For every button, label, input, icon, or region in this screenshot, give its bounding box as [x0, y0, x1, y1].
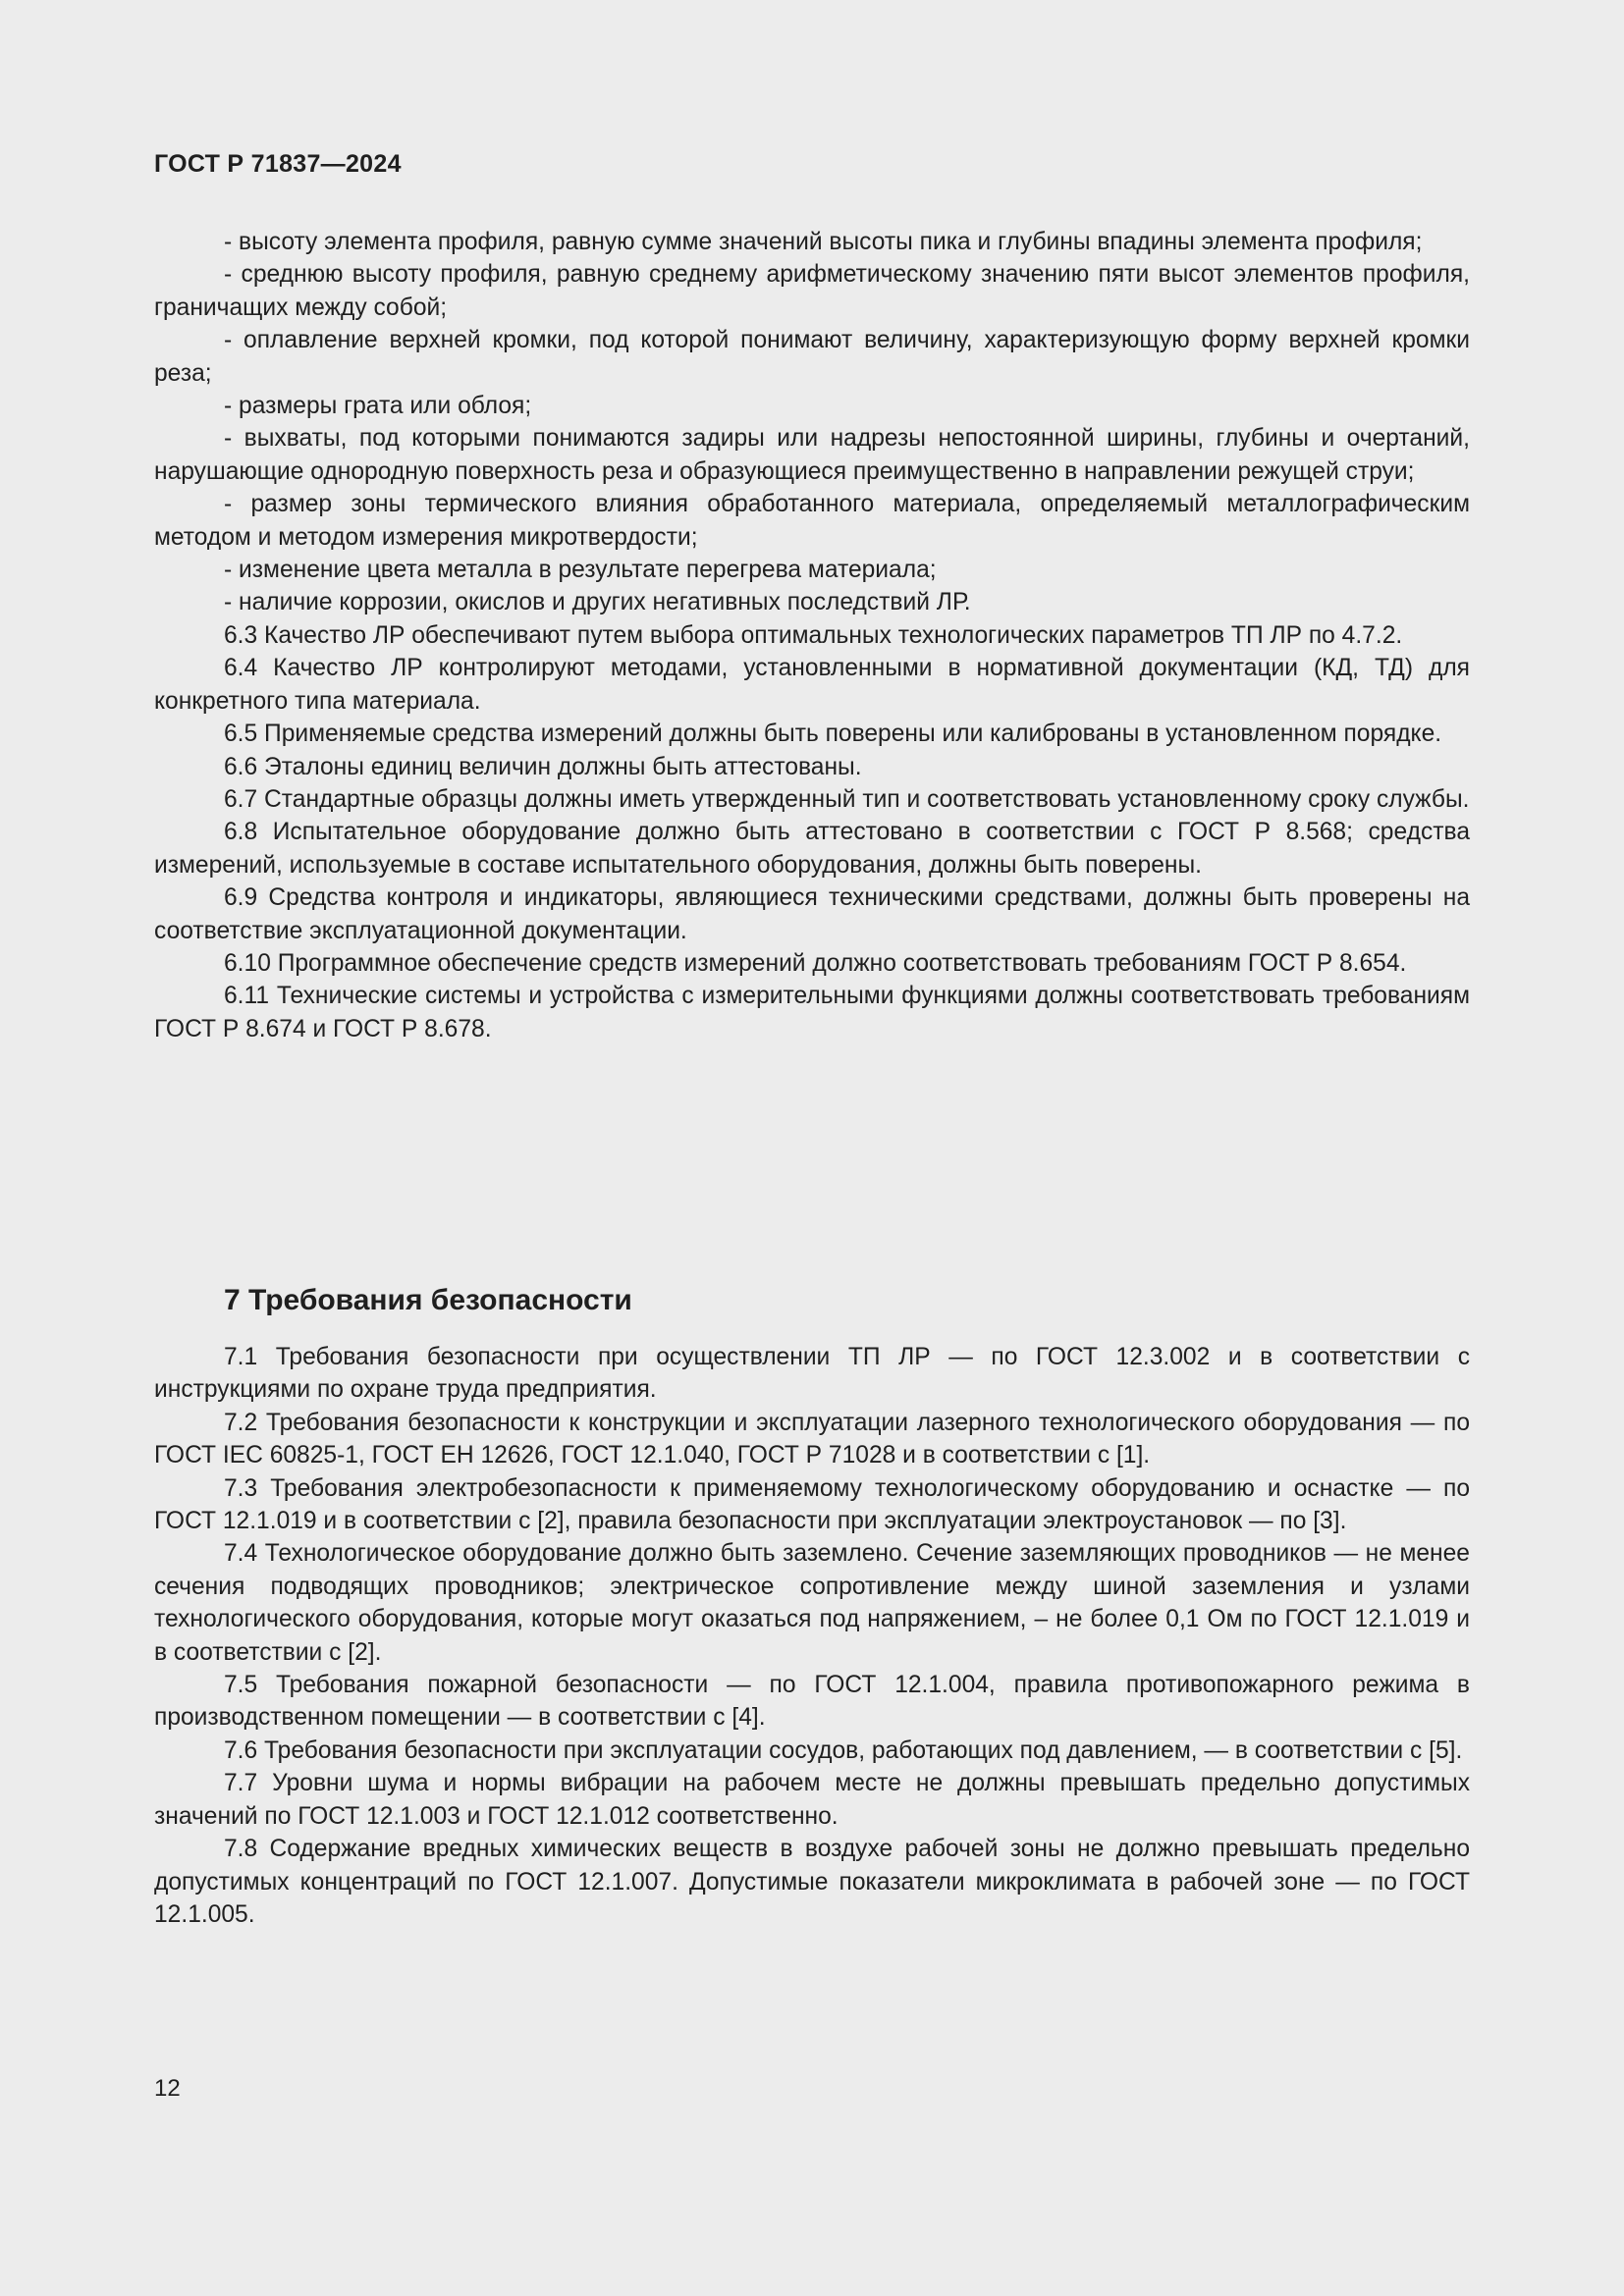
document-header-code: ГОСТ Р 71837—2024	[154, 150, 402, 178]
list-item-top-edge-melting: - оплавление верхней кромки, под которой понимают величину, характеризующую форму верхней кромки реза;	[154, 327, 1470, 387]
clause-7-1: 7.1 Требования безопасности при осуществлении ТП ЛР — по ГОСТ 12.3.002 и в соответствии с инструкциями по охране труда предприятия.	[154, 1344, 1470, 1404]
clause-6-9: 6.9 Средства контроля и индикаторы, являющиеся техническими средствами, должны быть проверены на соответствие эксплуатационной документации.	[154, 884, 1470, 944]
list-item-heat-affected-zone: - размер зоны термического влияния обработанного материала, определяемый металлографическим методом и методом измерения микротвердости;	[154, 491, 1470, 551]
clause-6-3: 6.3 Качество ЛР обеспечивают путем выбора оптимальных технологических параметров ТП ЛР по 4.7.2.	[224, 621, 1403, 649]
clause-6-11: 6.11 Технические системы и устройства с измерительными функциями должны соответствовать требованиям ГОСТ Р 8.674 и ГОСТ Р 8.678.	[154, 983, 1470, 1042]
clause-7-5: 7.5 Требования пожарной безопасности — по ГОСТ 12.1.004, правила противопожарного режима в производственном помещении — в соответствии с [4].	[154, 1672, 1470, 1732]
list-item-color-change: - изменение цвета металла в результате перегрева материала;	[224, 557, 937, 584]
clause-7-2: 7.2 Требования безопасности к конструкции и эксплуатации лазерного технологического оборудования — по ГОСТ IEC 60825-1, ГОСТ ЕН 12626, ГОСТ 12.1.040, ГОСТ Р 71028 и в соответствии с [1].	[154, 1409, 1470, 1469]
clause-6-6: 6.6 Эталоны единиц величин должны быть аттестованы.	[224, 753, 862, 780]
clause-7-6: 7.6 Требования безопасности при эксплуатации сосудов, работающих под давлением, — в соответствии с [5].	[224, 1736, 1463, 1764]
clause-6-5: 6.5 Применяемые средства измерений должны быть поверены или калиброваны в установленном порядке.	[224, 721, 1442, 748]
clause-6-7: 6.7 Стандартные образцы должны иметь утвержденный тип и соответствовать установленному сроку службы.	[224, 785, 1470, 813]
clause-7-3: 7.3 Требования электробезопасности к применяемому технологическому оборудованию и оснастке — по ГОСТ 12.1.019 и в соответствии с [2], правила безопасности при эксплуатации электроустановок — по [3].	[154, 1474, 1470, 1535]
clause-7-8: 7.8 Содержание вредных химических веществ в воздухе рабочей зоны не должно превышать предельно допустимых концентраций по ГОСТ 12.1.007. Допустимые показатели микроклимата в рабочей зоне — по ГОСТ 12.1.005.	[154, 1836, 1470, 1928]
list-item-profile-mean-height: - среднюю высоту профиля, равную среднему арифметическому значению пяти высот элементов профиля, граничащих между собой;	[154, 261, 1470, 321]
list-item-profile-element-height: - высоту элемента профиля, равную сумме значений высоты пика и глубины впадины элемента профиля;	[224, 229, 1423, 255]
list-item-gouges: - выхваты, под которыми понимаются задиры или надрезы непостоянной ширины, глубины и очертаний, нарушающие однородную поверхность реза и образующиеся преимущественно в направлении режущей струи;	[154, 425, 1470, 485]
list-item-corrosion: - наличие коррозии, окислов и других негативных последствий ЛР.	[224, 589, 971, 616]
section-7-heading: 7 Требования безопасности	[224, 1284, 632, 1316]
page-number: 12	[154, 2075, 181, 2102]
clause-6-10: 6.10 Программное обеспечение средств измерений должно соответствовать требованиям ГОСТ Р 8.654.	[224, 949, 1407, 977]
clause-6-8: 6.8 Испытательное оборудование должно быть аттестовано в соответствии с ГОСТ Р 8.568; средства измерений, используемые в составе испытательного оборудования, должны быть поверены.	[154, 819, 1470, 879]
section-6-continuation	[154, 226, 1470, 1045]
clause-7-4: 7.4 Технологическое оборудование должно быть заземлено. Сечение заземляющих проводников — не менее сечения подводящих проводников; электрическое сопротивление между шиной заземления и узлами технологического оборудования, которые могут оказаться под напряжением, – не более 0,1 Ом по ГОСТ 12.1.019 и в соответствии с [2].	[154, 1540, 1470, 1666]
section-7-body	[154, 1341, 1470, 1931]
list-item-burr-size: - размеры грата или облоя;	[224, 393, 532, 420]
clause-6-4: 6.4 Качество ЛР контролируют методами, установленными в нормативной документации (КД, ТД) для конкретного типа материала.	[154, 655, 1470, 715]
clause-7-7: 7.7 Уровни шума и нормы вибрации на рабочем месте не должны превышать предельно допустимых значений по ГОСТ 12.1.003 и ГОСТ 12.1.012 соответственно.	[154, 1770, 1470, 1830]
